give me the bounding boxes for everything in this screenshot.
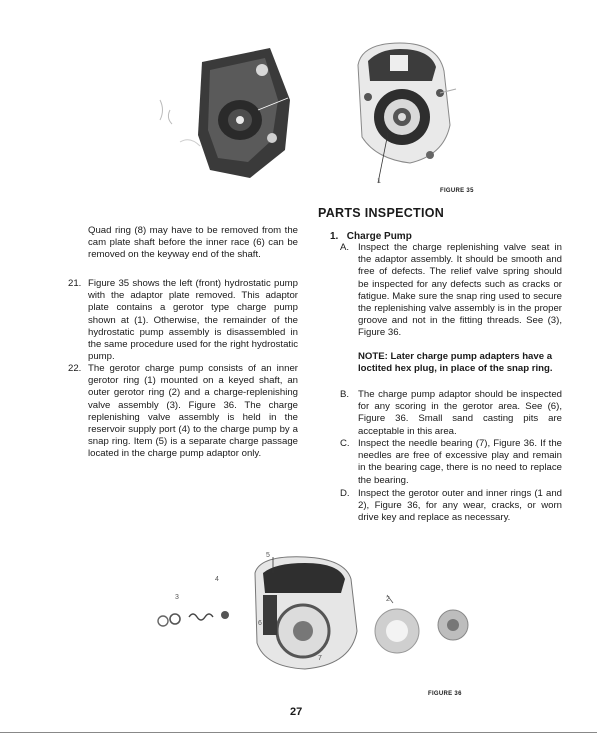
step-number: 21. [68, 278, 82, 289]
inspection-item-letter: B. [340, 389, 350, 400]
figure-36-callout-4: 4 [215, 576, 219, 583]
step-text: The gerotor charge pump consists of an inner gerotor ring (1) mounted on a keyed shaft, an outer gerotor ring (2) and a charge-replenishing valve assembly (3). Figure 36. The charge replenishing valve assembly is held in the reservoir supply port (4) to the charge pump by a snap ring. Item (5) is a separate charge passage located in the charge pump adaptor only. [88, 363, 298, 460]
inspection-item-letter: A. [340, 242, 350, 253]
figure-36-callout-3: 3 [175, 594, 179, 601]
charge-pump-parts-illustration [145, 545, 485, 685]
figure-36-callout-6: 6 [258, 620, 262, 627]
page-bottom-rule [0, 732, 597, 733]
figure-36-photo [145, 545, 485, 685]
step-text: Figure 35 shows the left (front) hydrostatic pump with the adaptor plate removed. This adaptor plate contains a gerotor type charge pump shown at (1). Otherwise, the remainder of the hydrostatic pump assembly is disassembled in the same procedure used for the right hydrostatic pump. [88, 278, 298, 363]
section-title: Charge Pump [346, 231, 412, 242]
inspection-item-b [340, 389, 562, 438]
inspection-item-text: Inspect the gerotor outer and inner rings (1 and 2), Figure 36, for any wear, cracks, or worn drive key and replace as necessary. [358, 488, 562, 524]
parts-inspection-heading: PARTS INSPECTION [318, 206, 445, 220]
adaptor-plate-illustration [340, 35, 470, 185]
inspection-item-text: Inspect the needle bearing (7), Figure 36. If the needles are free of excessive play and remain in the bearing cage, there is no need to replace the bearing. [358, 438, 562, 486]
inspection-item-text: Inspect the charge replenishing valve seat in the adaptor assembly. It should be smooth and free of defects. The relief valve spring should be inspected for any defects such as cracks or fatigue. Make sure the snap ring used to secure the replenishing valve assembly is in the proper groove and not in the fitting threads. See (3), Figure 36. [358, 242, 562, 339]
inspection-item-letter: D. [340, 488, 350, 499]
figure-35-photo-left [140, 40, 300, 190]
inspection-item-d [340, 488, 562, 525]
figure-36-callout-5: 5 [266, 552, 270, 559]
inspection-item-text: The charge pump adaptor should be inspected for any scoring in the gerotor area. See (6), Figure 36. Small sand casting pits are acceptable in this area. [358, 389, 562, 437]
step-number: 22. [68, 363, 82, 374]
pump-housing-illustration [140, 40, 300, 190]
inspection-item-a [340, 242, 562, 340]
section-number: 1. [330, 231, 339, 242]
page-number: 27 [290, 706, 303, 718]
figure-35-photo-right [340, 35, 470, 185]
quad-ring-paragraph: Quad ring (8) may have to be removed from the cam plate shaft before the inner race (6) can be removed on the keyway end of the shaft. [88, 225, 298, 261]
figure-35-callout-1: 1 [377, 178, 381, 185]
inspection-item-letter: C. [340, 438, 350, 449]
charge-pump-note: NOTE: Later charge pump adapters have a loctited hex plug, in place of the snap ring. [358, 351, 553, 374]
figure-35-label: FIGURE 35 [440, 188, 474, 194]
procedure-step-21 [68, 278, 298, 363]
figure-36-callout-2: 2 [386, 596, 390, 603]
procedure-step-22 [68, 363, 298, 461]
inspection-item-c [340, 438, 562, 487]
figure-36-label: FIGURE 36 [428, 691, 462, 697]
figure-36-callout-7: 7 [318, 655, 322, 662]
